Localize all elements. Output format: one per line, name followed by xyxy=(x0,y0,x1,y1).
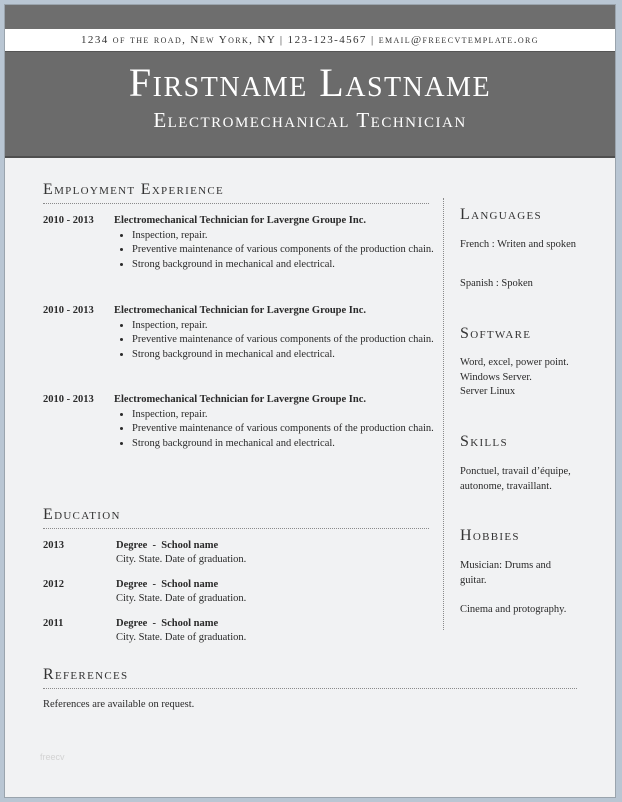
job-bullets xyxy=(114,408,440,452)
software-heading: Software xyxy=(460,325,532,342)
education-location: City. State. Date of graduation. xyxy=(116,593,247,604)
job-entry xyxy=(43,393,433,473)
faint-watermark: freecv xyxy=(40,752,65,762)
job-title-line: Electromechanical Technician for Lavergne Groupe Inc. xyxy=(114,394,366,405)
employment-heading: Employment Experience xyxy=(43,181,225,198)
skills-entry: Ponctuel, travail d’équipe, autonome, travaillant. xyxy=(460,466,571,492)
skills-heading: Skills xyxy=(460,433,508,450)
resume-page xyxy=(4,4,616,798)
education-degree: Degree - School name xyxy=(116,618,219,629)
top-bar xyxy=(5,5,615,29)
languages-heading: Languages xyxy=(460,206,542,223)
software-entry: Word, excel, power point. xyxy=(460,357,569,368)
software-entry: Server Linux xyxy=(460,386,516,397)
list-item: • Strong background in mechanical and electrical. xyxy=(132,258,440,273)
job-bullets xyxy=(114,229,440,273)
languages-entry: French : Writen and spoken xyxy=(460,239,577,250)
list-item: • Inspection, repair. xyxy=(132,408,440,423)
hobbies-entry: Cinema and protography. xyxy=(460,604,567,615)
education-degree: Degree - School name xyxy=(116,540,219,551)
list-item: • Strong background in mechanical and electrical. xyxy=(132,348,440,363)
employment-divider xyxy=(43,203,429,204)
full-name: Firstname Lastname xyxy=(128,60,492,105)
list-item: • Preventive maintenance of various components of the production chain. xyxy=(132,422,440,437)
job-bullets xyxy=(114,319,440,363)
education-location: City. State. Date of graduation. xyxy=(116,554,247,565)
list-item: • Preventive maintenance of various components of the production chain. xyxy=(132,333,440,348)
references-text: References are available on request. xyxy=(43,699,195,710)
list-item: • Inspection, repair. xyxy=(132,229,440,244)
list-item: • Preventive maintenance of various components of the production chain. xyxy=(132,243,440,258)
list-item: • Strong background in mechanical and electrical. xyxy=(132,437,440,452)
job-years: 2010 - 2013 xyxy=(43,394,94,405)
column-divider xyxy=(443,198,444,630)
hobbies-entry: Musician: Drums and guitar. xyxy=(460,560,551,586)
education-degree: Degree - School name xyxy=(116,579,219,590)
education-year: 2011 xyxy=(43,618,64,629)
references-heading: References xyxy=(43,666,129,683)
education-heading: Education xyxy=(43,506,121,523)
job-title-line: Electromechanical Technician for Lavergne Groupe Inc. xyxy=(114,215,366,226)
languages-entry: Spanish : Spoken xyxy=(460,278,533,289)
job-entry xyxy=(43,304,433,384)
education-year: 2012 xyxy=(43,579,64,590)
job-title: Electromechanical Technician xyxy=(153,108,467,132)
hobbies-heading: Hobbies xyxy=(460,527,520,544)
education-year: 2013 xyxy=(43,540,64,551)
resume-header xyxy=(5,52,615,158)
contact-line: 1234 of the road, New York, NY | 123-123-4567 | email@freecvtemplate.org xyxy=(5,29,615,52)
references-divider xyxy=(43,688,577,689)
job-entry xyxy=(43,214,433,294)
list-item: • Inspection, repair. xyxy=(132,319,440,334)
software-entry: Windows Server. xyxy=(460,372,532,383)
job-title-line: Electromechanical Technician for Lavergne Groupe Inc. xyxy=(114,305,366,316)
job-years: 2010 - 2013 xyxy=(43,305,94,316)
education-entry xyxy=(43,539,423,569)
education-entry xyxy=(43,617,423,647)
education-divider xyxy=(43,528,429,529)
education-entry xyxy=(43,578,423,608)
education-location: City. State. Date of graduation. xyxy=(116,632,247,643)
job-years: 2010 - 2013 xyxy=(43,215,94,226)
